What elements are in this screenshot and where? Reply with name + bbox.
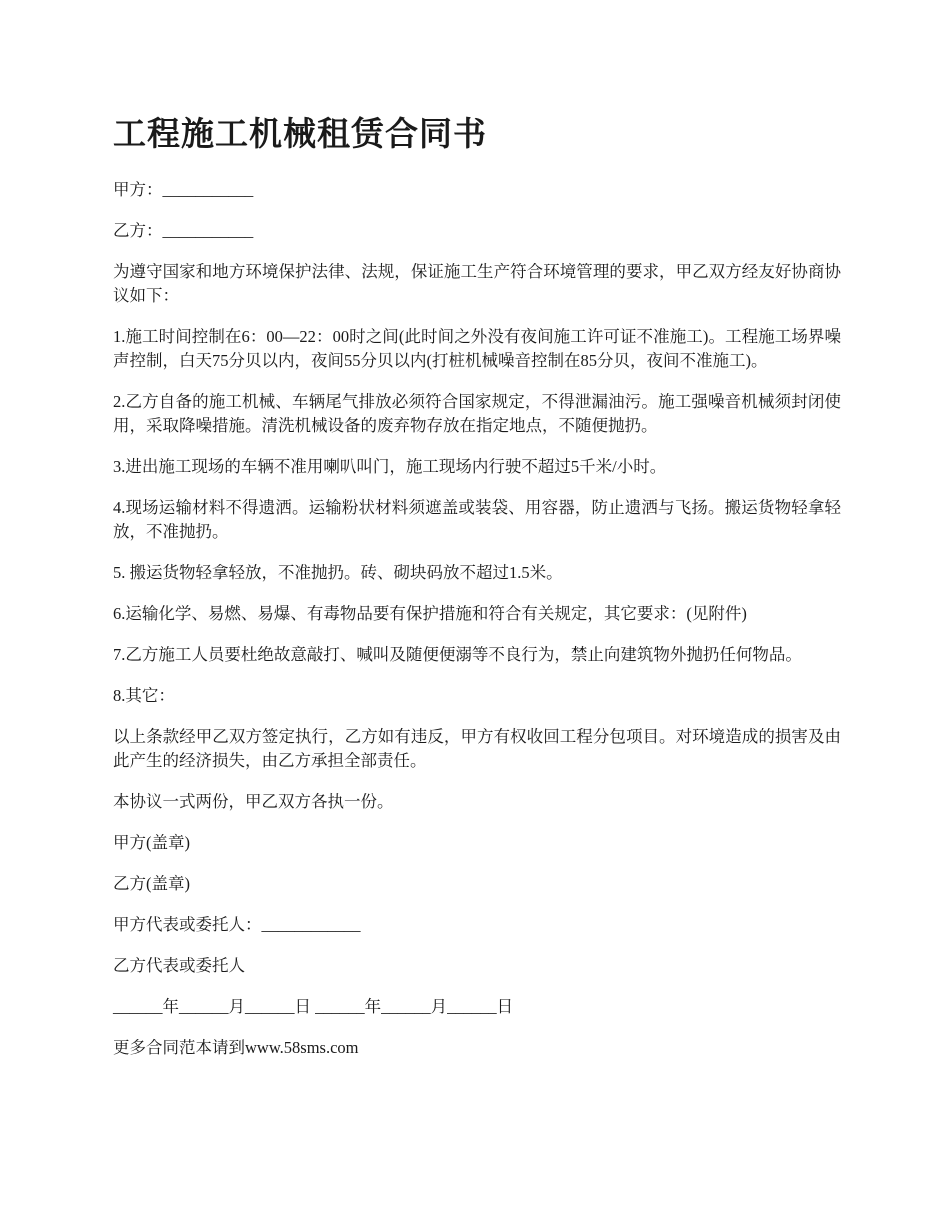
clause-8: 8.其它： bbox=[113, 686, 175, 705]
party-b-line: 乙方：___________ bbox=[113, 221, 254, 240]
clause-6: 6.运输化学、易燃、易爆、有毒物品要有保护措施和符合有关规定，其它要求：(见附件) bbox=[113, 604, 747, 623]
clause-5: 5. 搬运货物轻拿轻放，不准抛扔。砖、砌块码放不超过1.5米。 bbox=[113, 563, 563, 582]
party-a-line: 甲方：___________ bbox=[113, 180, 254, 199]
clause-7: 7.乙方施工人员要杜绝故意敲打、喊叫及随便便溺等不良行为，禁止向建筑物外抛扔任何物品。 bbox=[113, 645, 802, 664]
clause-2: 2.乙方自备的施工机械、车辆尾气排放必须符合国家规定，不得泄漏油污。施工强噪音机械须封闭使用，采取降噪措施。清洗机械设备的废弃物存放在指定地点，不随便抛扔。 bbox=[113, 392, 841, 435]
footer-link-text: 更多合同范本请到www.58sms.com bbox=[113, 1038, 359, 1057]
clause-1: 1.施工时间控制在6：00—22：00时之间(此时间之外没有夜间施工许可证不准施工)。工程施工场界噪声控制，白天75分贝以内，夜间55分贝以内(打桩机械噪音控制在85分贝，夜间不准施工)。 bbox=[113, 327, 841, 370]
closing-paragraph: 以上条款经甲乙双方签定执行，乙方如有违反，甲方有权收回工程分包项目。对环境造成的损害及由此产生的经济损失，由乙方承担全部责任。 bbox=[113, 727, 841, 770]
signature-dates: ______年______月______日 ______年______月______日 bbox=[113, 997, 514, 1016]
party-b-representative: 乙方代表或委托人 bbox=[113, 956, 245, 975]
document-title: 工程施工机械租赁合同书 bbox=[113, 114, 487, 153]
intro-paragraph: 为遵守国家和地方环境保护法律、法规，保证施工生产符合环境管理的要求，甲乙双方经友好协商协议如下： bbox=[113, 262, 841, 305]
document-page bbox=[113, 110, 841, 1077]
party-b-seal: 乙方(盖章) bbox=[113, 874, 190, 893]
party-a-seal: 甲方(盖章) bbox=[113, 833, 190, 852]
party-a-representative: 甲方代表或委托人：____________ bbox=[113, 915, 361, 934]
clause-3: 3.进出施工现场的车辆不准用喇叭叫门，施工现场内行驶不超过5千米/小时。 bbox=[113, 457, 667, 476]
clause-4: 4.现场运输材料不得遗洒。运输粉状材料须遮盖或装袋、用容器，防止遗洒与飞扬。搬运货物轻拿轻放，不准抛扔。 bbox=[113, 498, 841, 541]
copies-paragraph: 本协议一式两份，甲乙双方各执一份。 bbox=[113, 792, 394, 811]
